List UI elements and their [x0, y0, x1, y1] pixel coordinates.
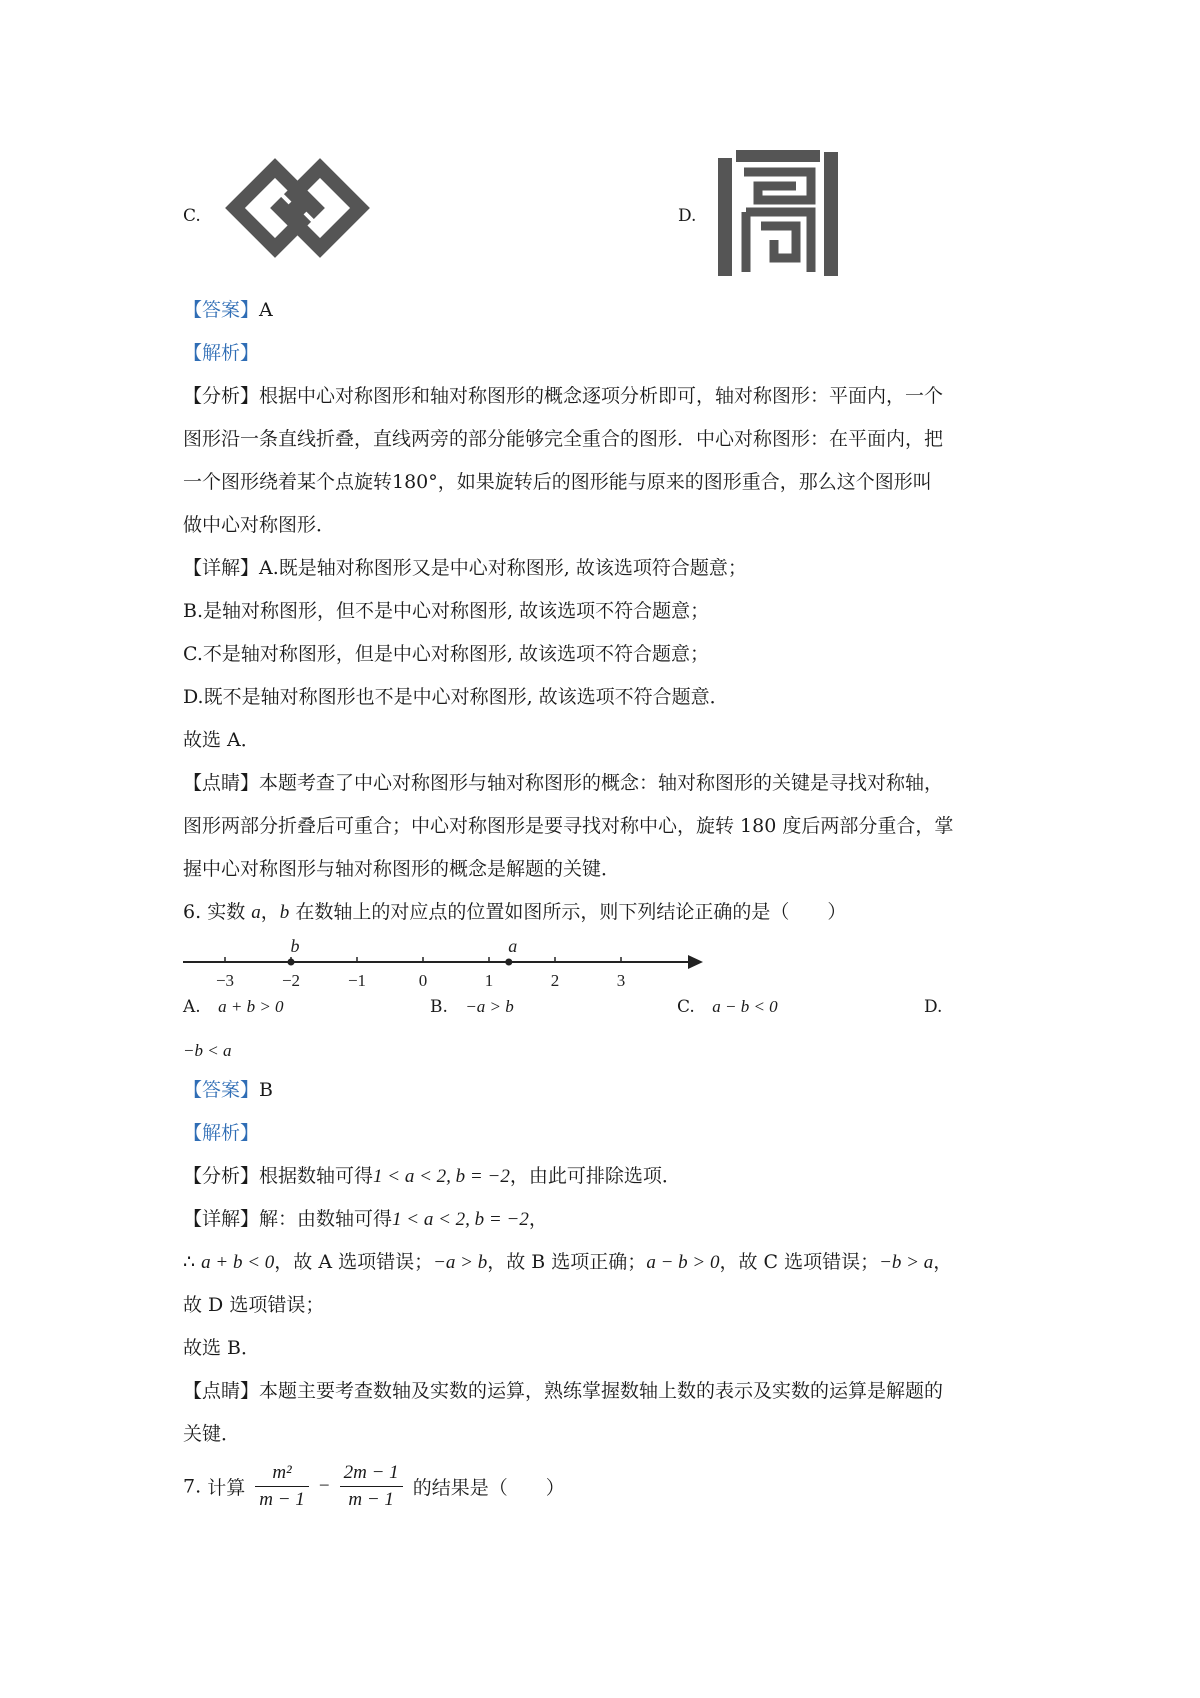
- q6-stem: [183, 899, 846, 926]
- q6-option-a-expr: a + b > 0: [218, 997, 284, 1016]
- q6-stem-post: 在数轴上的对应点的位置如图所示，则下列结论正确的是（ ）: [295, 901, 847, 923]
- q6-dianjing-text: 本题主要考查数轴及实数的运算，熟练掌握数轴上数的表示及实数的运算是解题的: [259, 1380, 944, 1402]
- xiangjie-tag: 【详解】: [183, 557, 260, 579]
- q7-f1-numerator: m²: [255, 1462, 309, 1487]
- q7-minus: −: [318, 1475, 330, 1497]
- option-d-label: D.: [678, 206, 697, 226]
- q5-xiangjie-b: B.是轴对称图形，但不是中心对称图形, 故该选项不符合题意；: [183, 600, 710, 622]
- q6-option-c-label: C.: [677, 997, 695, 1017]
- number-line-tick-label: −3: [215, 971, 235, 990]
- number-line-tick-label: 3: [616, 971, 626, 990]
- dianjing-tag: 【点睛】: [183, 772, 260, 794]
- q5-dianjing-line3: 握中心对称图形与轴对称图形的概念是解题的关键．: [183, 858, 621, 880]
- q7-f2-numerator: 2m − 1: [340, 1462, 403, 1487]
- xiangjie-a-text: A.既是轴对称图形又是中心对称图形, 故该选项符合题意；: [259, 557, 747, 579]
- q5-fenxi-line2: 图形沿一条直线折叠，直线两旁的部分能够完全重合的图形．中心对称图形：在平面内，把: [183, 428, 944, 450]
- q6-xiangjie-tag: 【详解】: [183, 1208, 260, 1230]
- q6-e4: −b > a: [879, 1252, 934, 1273]
- q5-fenxi-line3: 一个图形绕着某个点旋转180°，如果旋转后的图形能与原来的图形重合，那么这个图形叫: [183, 471, 932, 493]
- q6-answer-tag: 【答案】: [183, 1079, 260, 1101]
- number-line-tick-label: −1: [347, 971, 367, 990]
- number-line-tick-label: −2: [281, 971, 301, 990]
- q6-xiangjie-pre: 解：由数轴可得: [259, 1208, 393, 1230]
- q6-t4: ，: [933, 1251, 953, 1273]
- q6-t1: ，故 A 选项错误；: [274, 1251, 434, 1273]
- q6-reasoning-line2: 故 D 选项错误；: [183, 1294, 325, 1316]
- q7-number: 7.: [183, 1475, 202, 1498]
- q6-option-d-label: D.: [924, 997, 943, 1017]
- jiexi-tag: 【解析】: [183, 342, 260, 364]
- fenxi-tag: 【分析】: [183, 385, 260, 407]
- answer-value: A: [259, 299, 273, 321]
- number-line-point-b: [288, 959, 295, 966]
- q5-xiangjie-c: C.不是轴对称图形，但是中心对称图形, 故该选项不符合题意；: [183, 643, 709, 665]
- q6-reasoning-line1: [183, 1249, 952, 1276]
- q6-option-d-expr: −b < a: [183, 1041, 232, 1060]
- q6-option-b-label: B.: [430, 997, 448, 1017]
- q6-answer-value: B: [259, 1079, 273, 1101]
- fenxi-text: 根据中心对称图形和轴对称图形的概念逐项分析即可，轴对称图形：平面内，一个: [259, 385, 944, 407]
- option-c-label: C.: [183, 206, 201, 226]
- q6-fenxi-pre: 根据数轴可得: [259, 1165, 374, 1187]
- q6-var-b: b: [279, 902, 290, 923]
- q5-conclusion: 故选 A．: [183, 729, 260, 751]
- q6-option-b: [430, 995, 514, 1019]
- q6-stem-pre: 实数: [207, 901, 246, 923]
- q5-fenxi-line1: [183, 383, 943, 409]
- q5-dianjing-line2: 图形两部分折叠后可重合；中心对称图形是要寻找对称中心，旋转 180 度后两部分重合，掌: [183, 815, 954, 837]
- q5-answer: [183, 297, 273, 323]
- option-d-figure: [716, 148, 841, 280]
- q6-jiexi: [183, 1120, 259, 1146]
- q7-fraction-1: [255, 1462, 309, 1511]
- number-line-arrow-icon: [688, 955, 703, 969]
- q6-var-a: a: [251, 902, 261, 923]
- q7-post: 的结果是（ ）: [412, 1477, 565, 1499]
- q6-fenxi-post: ，由此可排除选项．: [509, 1165, 681, 1187]
- q6-conclusion: 故选 B．: [183, 1337, 261, 1359]
- q6-fenxi-cond: 1 < a < 2, b = −2: [373, 1166, 510, 1187]
- number-line-point-label-b: b: [290, 936, 300, 956]
- q7-stem: [183, 1462, 565, 1511]
- q6-answer: [183, 1077, 273, 1103]
- q6-e1: a + b < 0: [201, 1252, 275, 1273]
- number-line-tick-label: 2: [550, 971, 560, 990]
- q6-option-a: [183, 995, 284, 1019]
- number-line-tick-label: 1: [484, 971, 494, 990]
- q6-e2: −a > b: [433, 1252, 488, 1273]
- q6-number: 6.: [183, 901, 202, 923]
- q6-option-c: [677, 995, 778, 1019]
- q7-f1-denominator: m − 1: [259, 1489, 305, 1510]
- q6-t3: ，故 C 选项错误；: [719, 1251, 880, 1273]
- q6-fenxi: [183, 1163, 681, 1190]
- option-c-figure: [215, 148, 380, 273]
- dianjing-text: 本题考查了中心对称图形与轴对称图形的概念：轴对称图形的关键是寻找对称轴，: [259, 772, 944, 794]
- q7-f2-denominator: m − 1: [348, 1489, 394, 1510]
- q6-fenxi-tag: 【分析】: [183, 1165, 260, 1187]
- q6-dianjing-tag: 【点睛】: [183, 1380, 260, 1402]
- number-line-point-label-a: a: [508, 936, 518, 956]
- number-line-point-a: [505, 959, 512, 966]
- therefore-symbol: ∴: [183, 1251, 196, 1273]
- q6-dianjing-line1: [183, 1378, 943, 1404]
- q5-jiexi: [183, 340, 259, 366]
- answer-tag: 【答案】: [183, 299, 260, 321]
- q6-dianjing-line2: 关键．: [183, 1423, 241, 1445]
- q6-xiangjie: [183, 1206, 548, 1233]
- q6-option-b-expr: −a > b: [465, 997, 514, 1016]
- q6-sep: ，: [260, 901, 280, 923]
- q5-dianjing-line1: [183, 770, 943, 796]
- number-line-tick-label: 0: [418, 971, 428, 990]
- q6-option-a-label: A.: [183, 997, 201, 1017]
- q7-fraction-2: [340, 1462, 403, 1511]
- q6-jiexi-tag: 【解析】: [183, 1122, 260, 1144]
- q7-pre: 计算: [207, 1477, 246, 1499]
- q6-t2: ，故 B 选项正确；: [487, 1251, 647, 1273]
- q6-xiangjie-post: ，: [528, 1208, 548, 1230]
- q5-xiangjie-a: [183, 555, 747, 581]
- q5-xiangjie-d: D.既不是轴对称图形也不是中心对称图形, 故该选项不符合题意．: [183, 686, 729, 708]
- q6-option-c-expr: a − b < 0: [712, 997, 778, 1016]
- number-line: [183, 930, 703, 1000]
- q6-e3: a − b > 0: [646, 1252, 720, 1273]
- q5-fenxi-line4: 做中心对称图形．: [183, 514, 336, 536]
- q6-xiangjie-cond: 1 < a < 2, b = −2: [392, 1209, 529, 1230]
